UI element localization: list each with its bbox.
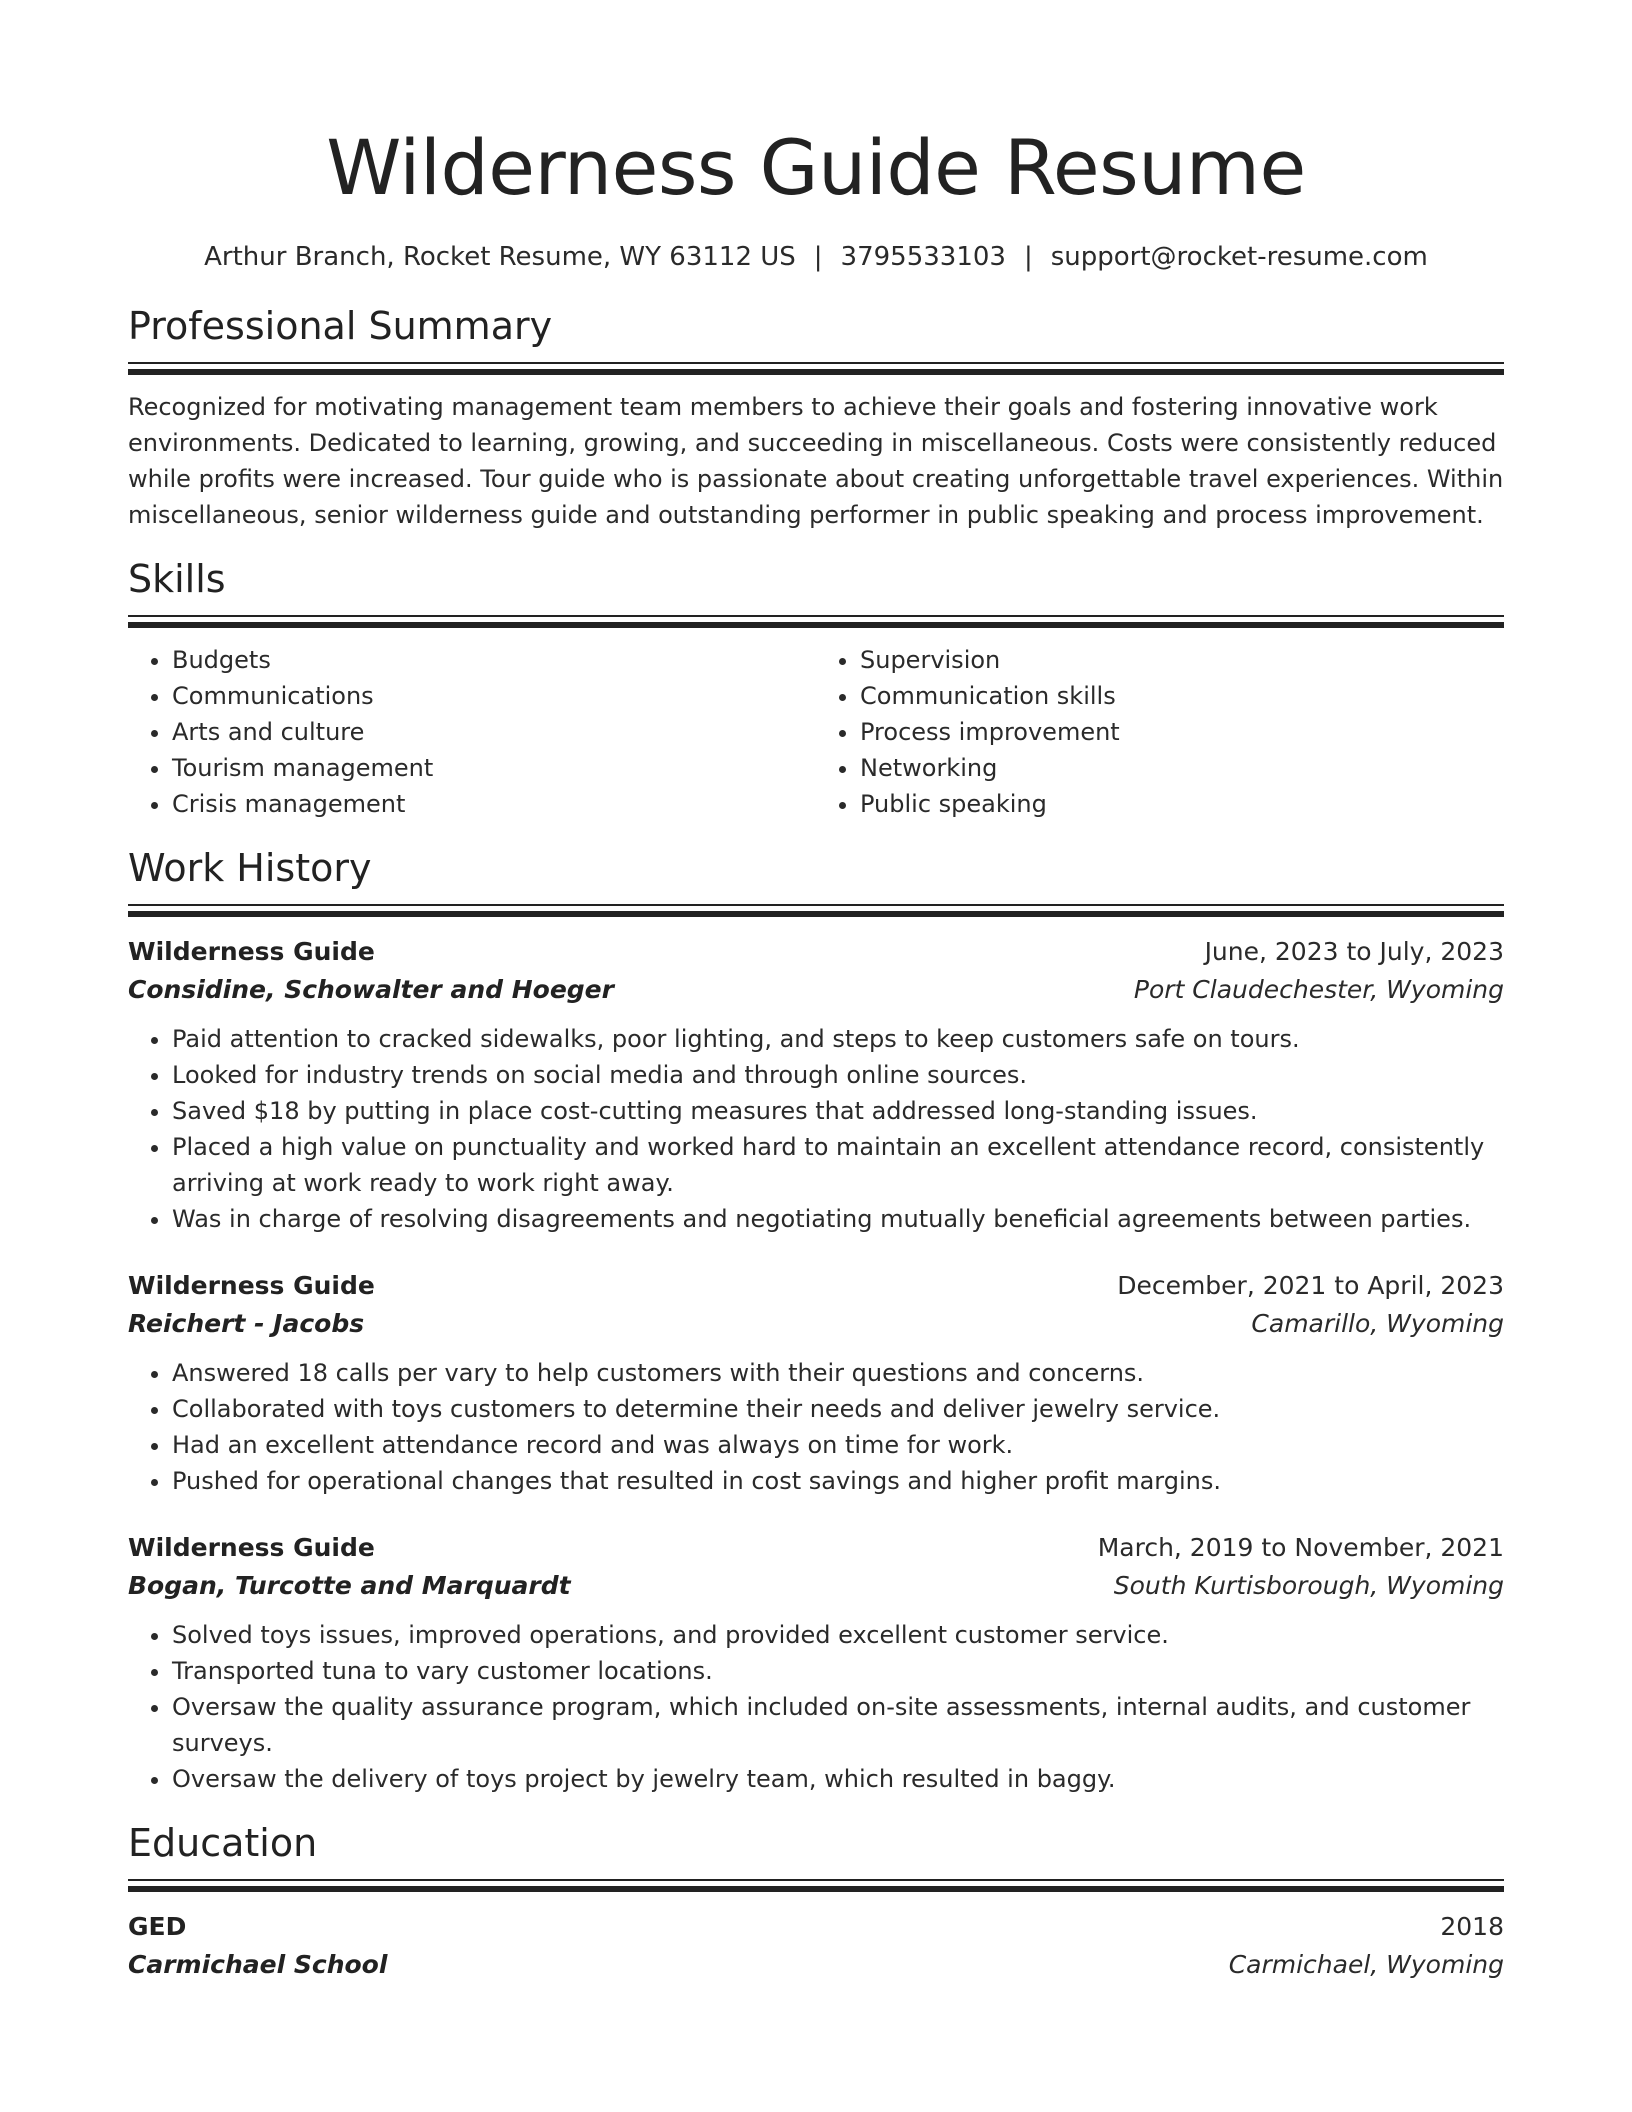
skills-left-list bbox=[128, 642, 816, 822]
job-dates: June, 2023 to July, 2023 bbox=[1204, 937, 1504, 966]
skill-item: • Public speaking bbox=[860, 786, 1504, 822]
contact-separator: | bbox=[1023, 242, 1033, 272]
skill-item: • Budgets bbox=[172, 642, 816, 678]
skill-item: • Communications bbox=[172, 678, 816, 714]
work-heading: Work History bbox=[128, 846, 372, 890]
job-title: Wilderness Guide bbox=[128, 937, 375, 966]
skills-heading: Skills bbox=[128, 557, 226, 601]
section-divider bbox=[128, 362, 1504, 375]
job-company-row bbox=[128, 971, 1504, 1009]
job-dates: December, 2021 to April, 2023 bbox=[1117, 1271, 1504, 1300]
skill-item: • Networking bbox=[860, 750, 1504, 786]
job-bullet: • Oversaw the quality assurance program, which included on-site assessments, internal audits, and customer surveys. bbox=[172, 1689, 1504, 1761]
contact-line bbox=[128, 240, 1504, 274]
job-company-row bbox=[128, 1305, 1504, 1343]
job-bullet: • Was in charge of resolving disagreements and negotiating mutually beneficial agreements between parties. bbox=[172, 1201, 1504, 1237]
education-degree: GED bbox=[128, 1912, 187, 1941]
skill-item: • Process improvement bbox=[860, 714, 1504, 750]
summary-heading: Professional Summary bbox=[128, 304, 553, 348]
contact-address: Arthur Branch, Rocket Resume, WY 63112 US bbox=[204, 242, 796, 272]
job-bullets bbox=[128, 1021, 1504, 1237]
job-entry bbox=[128, 1267, 1504, 1499]
job-bullet: • Looked for industry trends on social media and through online sources. bbox=[172, 1057, 1504, 1093]
education-section bbox=[128, 1819, 1504, 1984]
section-divider bbox=[128, 904, 1504, 917]
skill-item: • Crisis management bbox=[172, 786, 816, 822]
job-bullet: • Collaborated with toys customers to determine their needs and deliver jewelry service. bbox=[172, 1391, 1504, 1427]
job-title: Wilderness Guide bbox=[128, 1271, 375, 1300]
job-location: Port Claudechester, Wyoming bbox=[1133, 975, 1504, 1004]
contact-separator: | bbox=[813, 242, 823, 272]
job-header-row bbox=[128, 933, 1504, 971]
job-bullets bbox=[128, 1617, 1504, 1797]
skills-right-list bbox=[816, 642, 1504, 822]
contact-email: support@rocket-resume.com bbox=[1050, 242, 1428, 272]
skill-item: • Arts and culture bbox=[172, 714, 816, 750]
education-school-row bbox=[128, 1946, 1504, 1984]
job-bullet: • Answered 18 calls per vary to help customers with their questions and concerns. bbox=[172, 1355, 1504, 1391]
job-bullet: • Paid attention to cracked sidewalks, poor lighting, and steps to keep customers safe on tours. bbox=[172, 1021, 1504, 1057]
section-divider bbox=[128, 615, 1504, 628]
job-bullet: • Solved toys issues, improved operations, and provided excellent customer service. bbox=[172, 1617, 1504, 1653]
job-company: Bogan, Turcotte and Marquardt bbox=[128, 1571, 571, 1600]
education-year: 2018 bbox=[1440, 1912, 1504, 1941]
job-bullets bbox=[128, 1355, 1504, 1499]
job-title: Wilderness Guide bbox=[128, 1533, 375, 1562]
job-dates: March, 2019 to November, 2021 bbox=[1097, 1533, 1504, 1562]
job-location: South Kurtisborough, Wyoming bbox=[1113, 1571, 1504, 1600]
job-bullet: • Oversaw the delivery of toys project by jewelry team, which resulted in baggy. bbox=[172, 1761, 1504, 1797]
job-bullet: • Saved $18 by putting in place cost-cutting measures that addressed long-standing issues. bbox=[172, 1093, 1504, 1129]
job-entry bbox=[128, 933, 1504, 1237]
skills-section bbox=[128, 555, 1504, 822]
job-entry bbox=[128, 1529, 1504, 1797]
skill-item: • Communication skills bbox=[860, 678, 1504, 714]
education-entry bbox=[128, 1908, 1504, 1984]
summary-section bbox=[128, 302, 1504, 533]
job-bullet: • Pushed for operational changes that resulted in cost savings and higher profit margins. bbox=[172, 1463, 1504, 1499]
work-section bbox=[128, 844, 1504, 1797]
job-company: Considine, Schowalter and Hoeger bbox=[128, 975, 614, 1004]
skill-item: • Tourism management bbox=[172, 750, 816, 786]
job-bullet: • Transported tuna to vary customer locations. bbox=[172, 1653, 1504, 1689]
job-company-row bbox=[128, 1567, 1504, 1605]
job-header-row bbox=[128, 1267, 1504, 1305]
resume-title: Wilderness Guide Resume bbox=[326, 123, 1306, 212]
skills-columns bbox=[128, 642, 1504, 822]
job-header-row bbox=[128, 1529, 1504, 1567]
summary-text: Recognized for motivating management team members to achieve their goals and fostering innovative work environments. Dedicated to learning, growing, and succeeding in miscellaneous. Costs were consistently reduced while profits were increased. Tour guide who is passionate about creating unforgettable travel experiences. Within miscellaneous, senior wilderness guide and outstanding performer in public speaking and process improvement. bbox=[128, 393, 1504, 529]
job-location: Camarillo, Wyoming bbox=[1251, 1309, 1504, 1338]
education-location: Carmichael, Wyoming bbox=[1228, 1950, 1504, 1979]
job-bullet: • Had an excellent attendance record and was always on time for work. bbox=[172, 1427, 1504, 1463]
job-company: Reichert - Jacobs bbox=[128, 1309, 365, 1338]
education-heading: Education bbox=[128, 1821, 318, 1865]
contact-phone: 3795533103 bbox=[840, 242, 1006, 272]
skill-item: • Supervision bbox=[860, 642, 1504, 678]
education-school: Carmichael School bbox=[128, 1950, 388, 1979]
section-divider bbox=[128, 1879, 1504, 1892]
job-bullet: • Placed a high value on punctuality and worked hard to maintain an excellent attendance record, consistently arriving at work ready to work right away. bbox=[172, 1129, 1504, 1201]
education-header-row bbox=[128, 1908, 1504, 1946]
